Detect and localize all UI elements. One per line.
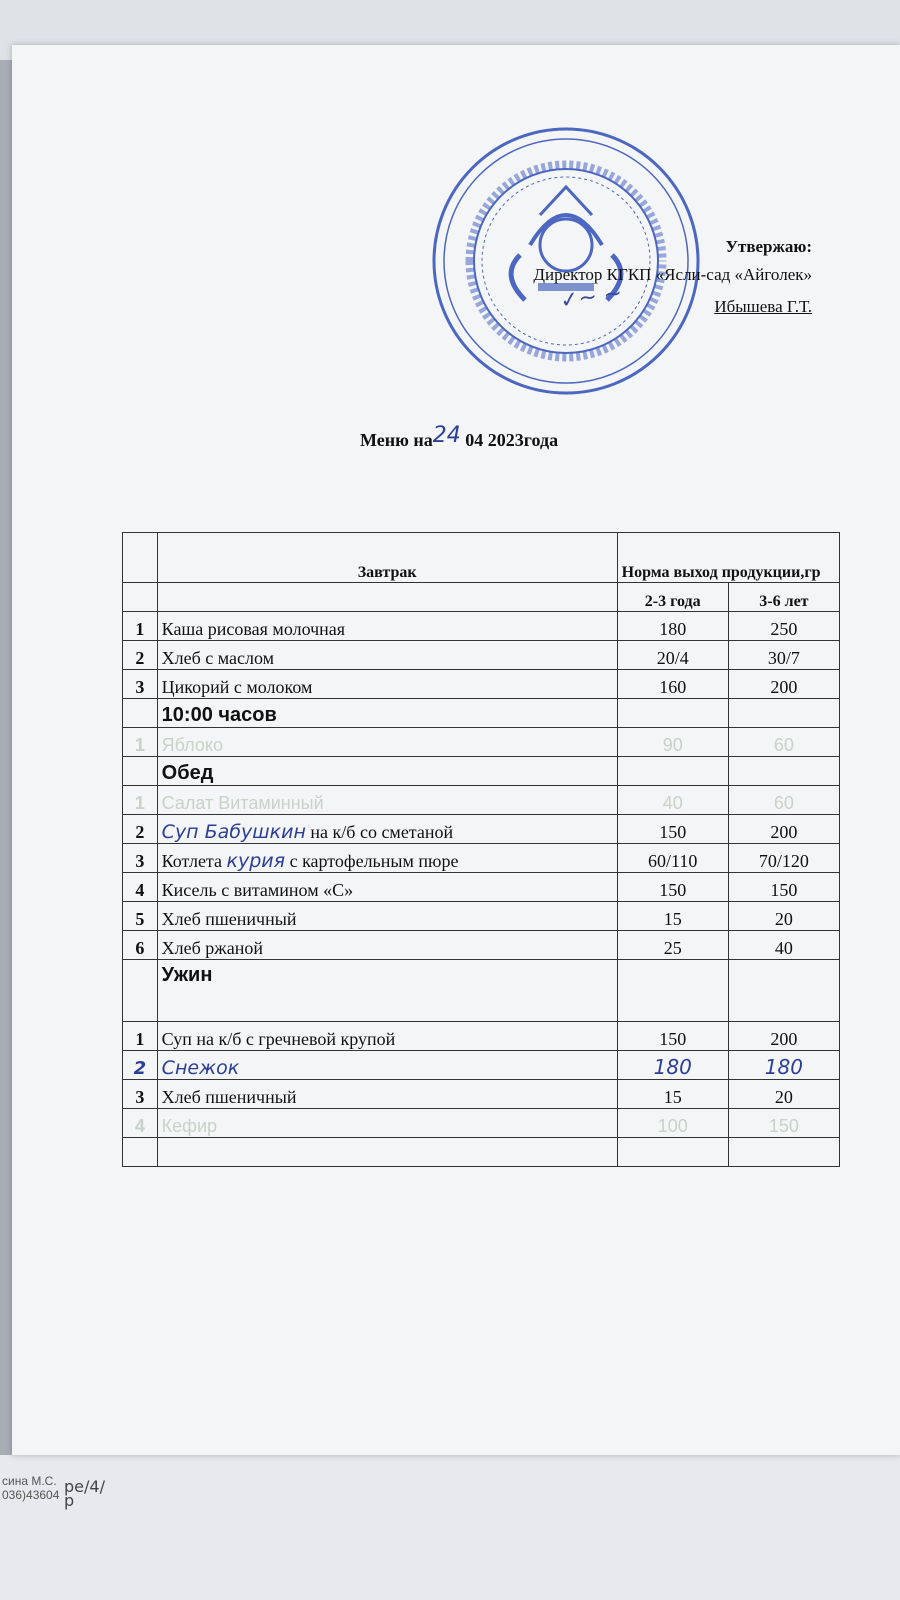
- table-row: 5 Хлеб пшеничный 15 20: [123, 902, 840, 931]
- table-row-empty: [123, 1138, 840, 1167]
- table-row: 1 Суп на к/б с гречневой крупой 150 200: [123, 1022, 840, 1051]
- table-row-handwritten: 2 Снежок 180 180: [123, 1051, 840, 1080]
- table-row: 4 Кисель с витамином «С» 150 150: [123, 873, 840, 902]
- table-row: 3 Хлеб пшеничный 15 20: [123, 1080, 840, 1109]
- menu-table: [122, 532, 840, 1167]
- section-snack: 10:00 часов: [123, 699, 840, 728]
- underlay-line-1: сина М.С.: [2, 1474, 57, 1488]
- underlay-handwriting: ре/4/р: [64, 1477, 105, 1510]
- header-num-cell: [123, 533, 158, 583]
- underlay-line-2: 036)43604: [2, 1488, 60, 1502]
- table-row: 1 Каша рисовая молочная 180 250: [123, 612, 840, 641]
- table-row: 2 Хлеб с маслом 20/4 30/7: [123, 641, 840, 670]
- table-row: 2 Суп Бабушкин на к/б со сметаной 150 200: [123, 815, 840, 844]
- signature: ✓~ ~: [558, 280, 624, 315]
- section-lunch: Обед: [123, 757, 840, 786]
- table-row: 3 Котлета курия с картофельным пюре 60/110 70/120: [123, 844, 840, 873]
- approval-name: Ибышева Г.Т.: [714, 297, 812, 316]
- header-meal: Завтрак: [157, 533, 617, 583]
- table-surface: [0, 1455, 900, 1600]
- official-seal-stamp: [430, 125, 702, 397]
- table-row: 6 Хлеб ржаной 25 40: [123, 931, 840, 960]
- handwritten-day: 24: [432, 423, 461, 448]
- title-month: 04: [465, 430, 484, 450]
- approval-heading: Утвержаю:: [725, 237, 812, 256]
- table-row: 3 Цикорий с молоком 160 200: [123, 670, 840, 699]
- page-title: Меню на24 04 2023года: [360, 423, 559, 450]
- table-row-erased: 1 Яблоко 90 60: [123, 728, 840, 757]
- table-row-erased: 4 Кефир 100 150: [123, 1109, 840, 1138]
- table-row-erased: 1 Салат Витаминный 40 60: [123, 786, 840, 815]
- approval-director: Директор КГКП «Ясли-сад «Айголек»: [533, 265, 812, 284]
- section-dinner: Ужин: [123, 960, 840, 1022]
- handwritten-dish: Снежок: [161, 1057, 240, 1079]
- header-norm: Норма выход продукции,гр: [617, 533, 839, 583]
- header-col-a: 2-3 года: [617, 583, 728, 612]
- handwritten-dish: курия: [226, 850, 286, 872]
- header-col-b: 3-6 лет: [728, 583, 839, 612]
- underlying-document-text: [2, 1474, 105, 1510]
- handwritten-dish: Суп Бабушкин: [161, 821, 306, 843]
